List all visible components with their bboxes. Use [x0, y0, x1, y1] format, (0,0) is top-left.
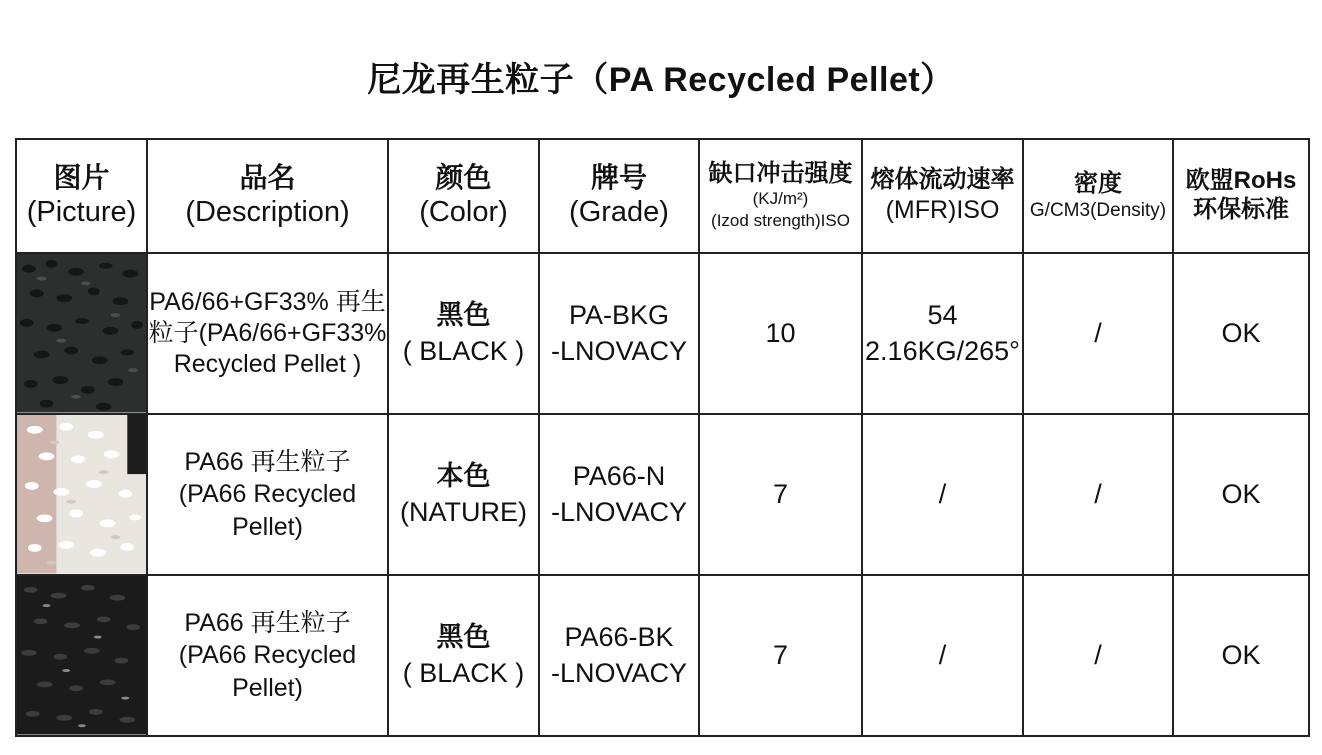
- density-cell: /: [1023, 414, 1173, 575]
- description-line: (PA66 Recycled Pellet): [178, 641, 357, 702]
- header-izod: [699, 139, 862, 253]
- header-en: (Grade): [569, 195, 669, 228]
- pellet-picture: [16, 253, 147, 414]
- table-row: [16, 414, 1309, 575]
- description-line: PA6/66+GF33% 再生: [149, 287, 386, 316]
- header-picture: [16, 139, 147, 253]
- header-zh: 图片: [53, 161, 110, 193]
- color-cell: [388, 253, 539, 414]
- description-cell: [147, 575, 388, 736]
- description-line: (PA66 Recycled Pellet): [178, 480, 357, 541]
- pellet-picture: [16, 575, 147, 736]
- description-cell: [147, 253, 388, 414]
- color-en: ( BLACK ): [402, 657, 525, 688]
- color-zh: 黑色: [436, 300, 491, 331]
- izod-cell: 10: [699, 253, 862, 414]
- description-line: 粒子(PA6/66+GF33%: [148, 318, 387, 347]
- grade-line: -LNOVACY: [550, 657, 688, 688]
- rohs-cell: OK: [1173, 414, 1309, 575]
- header-zh: 环保标准: [1193, 196, 1289, 223]
- header-en: (Picture): [26, 195, 137, 228]
- mfr-cell: [862, 253, 1023, 414]
- page-title: 尼龙再生粒子（PA Recycled Pellet）: [367, 61, 955, 99]
- color-zh: 黑色: [436, 622, 491, 653]
- header-zh: 缺口冲击强度: [708, 159, 853, 187]
- header-zh: 品名: [239, 161, 296, 193]
- header-zh: 密度: [1074, 169, 1122, 197]
- izod-cell: 7: [699, 575, 862, 736]
- grade-line: -LNOVACY: [550, 335, 688, 366]
- black-pellets-image: [17, 254, 146, 413]
- grade-line: PA66-BK: [564, 622, 674, 653]
- grade-cell: [539, 575, 699, 736]
- grade-cell: [539, 414, 699, 575]
- density-cell: /: [1023, 575, 1173, 736]
- description-line: Recycled Pellet ): [173, 350, 362, 379]
- pellet-picture: [16, 414, 147, 575]
- color-cell: [388, 414, 539, 575]
- description-cell: [147, 414, 388, 575]
- description-line: PA66 再生粒子: [184, 608, 351, 637]
- header-row: [16, 139, 1309, 253]
- mfr-line: 54: [927, 300, 958, 331]
- header-en: (Description): [185, 195, 350, 228]
- header-unit: (KJ/m²): [752, 189, 809, 209]
- rohs-cell: OK: [1173, 575, 1309, 736]
- color-cell: [388, 575, 539, 736]
- header-mfr: [862, 139, 1023, 253]
- table-row: [16, 575, 1309, 736]
- color-zh: 本色: [436, 461, 491, 492]
- color-en: (NATURE): [400, 496, 527, 527]
- header-grade: [539, 139, 699, 253]
- header-en: G/CM3(Density): [1029, 199, 1167, 221]
- header-en: (Color): [419, 195, 508, 228]
- grade-line: PA66-N: [572, 461, 666, 492]
- description-line: PA66 再生粒子: [184, 447, 351, 476]
- header-en: (MFR)ISO: [885, 195, 1000, 224]
- color-en: ( BLACK ): [402, 335, 525, 366]
- header-density: [1023, 139, 1173, 253]
- header-zh: 颜色: [435, 161, 492, 193]
- header-color: [388, 139, 539, 253]
- grade-line: PA-BKG: [568, 300, 670, 331]
- mfr-line: 2.16KG/265°: [865, 335, 1020, 366]
- mfr-cell: /: [862, 414, 1023, 575]
- grade-cell: [539, 253, 699, 414]
- header-description: [147, 139, 388, 253]
- density-cell: /: [1023, 253, 1173, 414]
- mfr-cell: /: [862, 575, 1023, 736]
- izod-cell: 7: [699, 414, 862, 575]
- product-table: [15, 138, 1310, 737]
- table-row: [16, 253, 1309, 414]
- black-pellets-image: [17, 576, 146, 735]
- header-rohs: [1173, 139, 1309, 253]
- header-zh: 欧盟RoHs: [1185, 167, 1297, 195]
- header-zh: 牌号: [590, 161, 647, 193]
- grade-line: -LNOVACY: [550, 496, 688, 527]
- header-zh: 熔体流动速率: [870, 165, 1015, 193]
- natural-pellets-image: [17, 415, 146, 574]
- header-en: (Izod strength)ISO: [711, 211, 850, 231]
- rohs-cell: OK: [1173, 253, 1309, 414]
